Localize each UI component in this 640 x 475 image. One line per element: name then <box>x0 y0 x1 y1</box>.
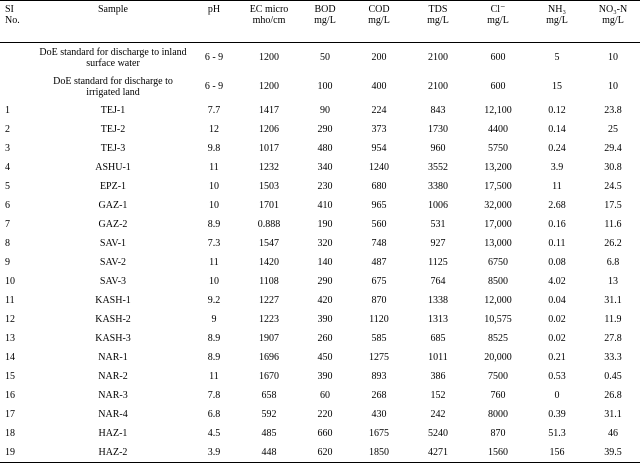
column-header-bod <box>300 1 350 43</box>
table-row <box>0 367 640 386</box>
table-cell: 585 <box>371 333 387 344</box>
column-header-line1: Sample <box>98 4 128 15</box>
sample-name: NAR-3 <box>98 390 128 401</box>
table-cell: 13,000 <box>484 238 512 249</box>
table-cell: 2100 <box>428 52 448 63</box>
table-cell: 33.3 <box>604 352 622 363</box>
table-cell: 20,000 <box>484 352 512 363</box>
row-number: 19 <box>0 443 36 463</box>
table-cell: 592 <box>261 409 277 420</box>
table-cell: 46 <box>608 428 618 439</box>
column-header-line1: COD <box>368 4 390 15</box>
table-cell: 25 <box>608 124 618 135</box>
table-row <box>0 177 640 196</box>
table-cell: 1011 <box>428 352 448 363</box>
row-number: 10 <box>5 276 15 287</box>
table-cell: 152 <box>430 390 446 401</box>
column-header-line1: NH₃ <box>548 4 566 15</box>
table-cell: 1417 <box>259 105 279 116</box>
row-number: 12 <box>5 314 15 325</box>
table-cell: 6 - 9 <box>204 52 224 63</box>
table-cell: 1696 <box>259 352 279 363</box>
row-number: 6 <box>5 200 10 211</box>
table-cell: 430 <box>371 409 387 420</box>
table-row <box>0 291 640 310</box>
table-cell: 6.8 <box>606 257 620 268</box>
table-cell: 748 <box>371 238 387 249</box>
column-header-sample <box>36 1 190 43</box>
row-number: 18 <box>5 428 15 439</box>
table-cell: 60 <box>320 390 330 401</box>
table-cell: 10 <box>209 200 219 211</box>
table-cell: 7500 <box>488 371 508 382</box>
table-cell: 870 <box>490 428 506 439</box>
table-cell: 11 <box>209 257 219 268</box>
table-cell: 764 <box>430 276 446 287</box>
table-row <box>0 101 640 120</box>
table-cell: 0.04 <box>548 295 566 306</box>
table-cell: 90 <box>320 105 330 116</box>
row-number: 7 <box>5 219 10 230</box>
column-header-line1: BOD <box>314 4 336 15</box>
table-cell: 320 <box>317 238 333 249</box>
table-cell: 620 <box>300 443 350 463</box>
table-row <box>0 139 640 158</box>
table-cell: 1275 <box>369 352 389 363</box>
table-cell: 10,575 <box>484 314 512 325</box>
sample-name: TEJ-3 <box>100 143 126 154</box>
table-cell: 5240 <box>428 428 448 439</box>
column-header-line1: TDS <box>428 4 448 15</box>
table-cell: 100 <box>317 81 333 92</box>
table-cell: 340 <box>317 162 333 173</box>
table-cell: 0.21 <box>548 352 566 363</box>
table-body <box>0 43 640 463</box>
table-cell: 390 <box>317 371 333 382</box>
column-header-line2: mg/L <box>546 15 568 26</box>
column-header-line2: mho/cm <box>252 15 286 26</box>
table-cell: 965 <box>371 200 387 211</box>
row-number: 8 <box>5 238 10 249</box>
sample-name: SAV-3 <box>99 276 127 287</box>
table-cell: 26.2 <box>604 238 622 249</box>
table-cell: 260 <box>317 333 333 344</box>
table-cell: 1232 <box>259 162 279 173</box>
table-cell: 17,000 <box>484 219 512 230</box>
table-cell: 1017 <box>259 143 279 154</box>
sample-name: SAV-1 <box>99 238 127 249</box>
table-cell: 1675 <box>369 428 389 439</box>
table-cell: 1907 <box>259 333 279 344</box>
table-cell: 4271 <box>408 443 468 463</box>
table-cell: 4400 <box>488 124 508 135</box>
table-cell: 9.2 <box>207 295 221 306</box>
table-cell: 660 <box>317 428 333 439</box>
column-header-cod <box>350 1 408 43</box>
row-number: 2 <box>5 124 10 135</box>
table-cell: 13,200 <box>484 162 512 173</box>
table-cell: 1338 <box>428 295 448 306</box>
row-number: 13 <box>5 333 15 344</box>
table-cell: 11.6 <box>604 219 622 230</box>
sample-name: KASH-3 <box>95 333 131 344</box>
table-cell: 448 <box>238 443 300 463</box>
table-cell: 954 <box>371 143 387 154</box>
table-row <box>0 158 640 177</box>
table-cell: 200 <box>371 52 387 63</box>
table-cell: 1200 <box>259 52 279 63</box>
table-cell: 30.8 <box>604 162 622 173</box>
table-cell: 1240 <box>369 162 389 173</box>
table-cell: 5 <box>554 52 560 63</box>
table-cell: 7.8 <box>207 390 221 401</box>
column-header-tds <box>408 1 468 43</box>
table-cell: 4.02 <box>548 276 566 287</box>
table-cell: 190 <box>317 219 333 230</box>
table-cell: 600 <box>490 52 506 63</box>
table-cell: 7.3 <box>207 238 221 249</box>
table-cell: 0.12 <box>548 105 566 116</box>
table-cell: 893 <box>371 371 387 382</box>
table-cell: 3.9 <box>190 443 238 463</box>
column-header-line1: EC micro <box>249 4 289 15</box>
table-cell: 230 <box>317 181 333 192</box>
table-cell: 4.5 <box>207 428 221 439</box>
table-cell: 0.39 <box>548 409 566 420</box>
table-cell: 480 <box>317 143 333 154</box>
table-cell: 1206 <box>259 124 279 135</box>
column-header-ec <box>238 1 300 43</box>
table-cell: 8.9 <box>207 219 221 230</box>
sample-name: NAR-2 <box>98 371 128 382</box>
table-cell: 31.1 <box>604 295 622 306</box>
column-header-line2: mg/L <box>487 15 509 26</box>
table-cell: 560 <box>371 219 387 230</box>
table-cell: 8500 <box>488 276 508 287</box>
table-cell: 386 <box>430 371 446 382</box>
row-number: 17 <box>5 409 15 420</box>
table-cell: 8000 <box>488 409 508 420</box>
table-cell: 1125 <box>428 257 448 268</box>
table-cell: 224 <box>371 105 387 116</box>
row-number: 5 <box>5 181 10 192</box>
row-number: 14 <box>5 352 15 363</box>
table-cell: 220 <box>317 409 333 420</box>
table-cell: 31.1 <box>604 409 622 420</box>
table-cell: 400 <box>371 81 387 92</box>
table-cell: 3380 <box>428 181 448 192</box>
table-cell: 5750 <box>488 143 508 154</box>
table-cell: 1108 <box>259 276 279 287</box>
table-cell: 1503 <box>259 181 279 192</box>
table-cell: 1547 <box>259 238 279 249</box>
table-cell: 485 <box>261 428 277 439</box>
table-cell: 0.02 <box>548 333 566 344</box>
table-cell: 24.5 <box>604 181 622 192</box>
table-cell: 2100 <box>428 81 448 92</box>
table-cell: 1120 <box>369 314 389 325</box>
table-cell: 390 <box>317 314 333 325</box>
table-cell: 6750 <box>488 257 508 268</box>
table-cell: 1730 <box>428 124 448 135</box>
row-number: 11 <box>5 295 15 306</box>
table-row <box>0 272 640 291</box>
table-cell: 8525 <box>488 333 508 344</box>
table-cell: 1006 <box>428 200 448 211</box>
row-number: 3 <box>5 143 10 154</box>
table-cell: 0.45 <box>604 371 622 382</box>
sample-name: TEJ-1 <box>100 105 126 116</box>
column-header-nitrate <box>586 1 640 43</box>
column-header-ph <box>190 1 238 43</box>
table-cell: 11.9 <box>604 314 622 325</box>
table-cell: 3552 <box>428 162 448 173</box>
table-cell: 0.11 <box>548 238 566 249</box>
table-cell: 11 <box>209 371 219 382</box>
table-row <box>0 253 640 272</box>
sample-name: NAR-1 <box>98 352 128 363</box>
table-cell: 10 <box>209 181 219 192</box>
table-cell: 11 <box>552 181 562 192</box>
row-number: 15 <box>5 371 15 382</box>
table-cell: 39.5 <box>586 443 640 463</box>
column-header-chloride <box>468 1 528 43</box>
table-cell: 29.4 <box>604 143 622 154</box>
sample-name: HAZ-2 <box>36 443 190 463</box>
standard-row <box>0 72 640 101</box>
table-cell: 8.9 <box>207 352 221 363</box>
table-row <box>0 348 640 367</box>
row-number: 16 <box>5 390 15 401</box>
table-cell: 15 <box>552 81 562 92</box>
table-cell: 410 <box>317 200 333 211</box>
table-cell: 843 <box>430 105 446 116</box>
table-cell: 0.16 <box>548 219 566 230</box>
row-number: 1 <box>5 105 10 116</box>
table-cell: 156 <box>528 443 586 463</box>
sample-name: TEJ-2 <box>100 124 126 135</box>
table-cell <box>0 43 36 73</box>
table-cell: 6 - 9 <box>204 81 224 92</box>
table-cell: 1850 <box>350 443 408 463</box>
column-header-line2: mg/L <box>314 15 336 26</box>
table-header <box>0 1 640 43</box>
table-row <box>0 405 640 424</box>
sample-name: GAZ-1 <box>98 200 128 211</box>
table-cell: 1313 <box>428 314 448 325</box>
table-cell: 960 <box>430 143 446 154</box>
table-cell: 290 <box>317 276 333 287</box>
table-row <box>0 234 640 253</box>
table-cell: 487 <box>371 257 387 268</box>
sample-name: KASH-2 <box>95 314 131 325</box>
table-cell: 32,000 <box>484 200 512 211</box>
row-number: 9 <box>5 257 10 268</box>
table-cell: 3.9 <box>550 162 564 173</box>
table-cell: 9 <box>211 314 217 325</box>
table-cell: 0.14 <box>548 124 566 135</box>
table-row <box>0 196 640 215</box>
table-row <box>0 120 640 139</box>
table-cell: 23.8 <box>604 105 622 116</box>
column-header-line2: mg/L <box>368 15 390 26</box>
table-cell <box>0 72 36 101</box>
table-cell: 675 <box>371 276 387 287</box>
table-cell: 450 <box>317 352 333 363</box>
table-cell: 0.08 <box>548 257 566 268</box>
table-cell: 2.68 <box>548 200 566 211</box>
table-cell: 290 <box>317 124 333 135</box>
column-header-line2: mg/L <box>427 15 449 26</box>
table-cell: 685 <box>430 333 446 344</box>
header-row <box>0 1 640 43</box>
table-cell: 140 <box>317 257 333 268</box>
table-cell: 51.3 <box>548 428 566 439</box>
standard-label: DoE standard for discharge to inland surface water <box>39 46 187 69</box>
sample-name: GAZ-2 <box>98 219 128 230</box>
table-cell: 7.7 <box>207 105 221 116</box>
table-row <box>0 329 640 348</box>
table-cell: 420 <box>317 295 333 306</box>
sample-name: NAR-4 <box>98 409 128 420</box>
table-cell: 1560 <box>468 443 528 463</box>
table-cell: 6.8 <box>207 409 221 420</box>
table-cell: 0 <box>554 390 560 401</box>
column-header-line1: NO₃-N <box>598 4 628 15</box>
table-cell: 12,100 <box>484 105 512 116</box>
table-cell: 0.02 <box>548 314 566 325</box>
table-row <box>0 386 640 405</box>
table-cell: 26.8 <box>604 390 622 401</box>
column-header-line2: No. <box>5 15 20 26</box>
table-cell: 600 <box>490 81 506 92</box>
table-cell: 531 <box>430 219 446 230</box>
row-number: 4 <box>5 162 10 173</box>
table-cell: 760 <box>490 390 506 401</box>
table-row <box>0 424 640 443</box>
table-cell: 12,000 <box>484 295 512 306</box>
table-cell: 8.9 <box>207 333 221 344</box>
table-cell: 13 <box>608 276 618 287</box>
table-cell: 0.888 <box>257 219 281 230</box>
table-row <box>0 443 640 463</box>
table-cell: 870 <box>371 295 387 306</box>
table-cell: 10 <box>209 276 219 287</box>
table-cell: 9.8 <box>207 143 221 154</box>
table-cell: 268 <box>371 390 387 401</box>
table-cell: 0.24 <box>548 143 566 154</box>
table-cell: 10 <box>608 52 618 63</box>
table-cell: 1227 <box>259 295 279 306</box>
table-cell: 50 <box>320 52 330 63</box>
table-cell: 1420 <box>259 257 279 268</box>
table-cell: 658 <box>261 390 277 401</box>
table-cell: 27.8 <box>604 333 622 344</box>
table-cell: 1200 <box>259 81 279 92</box>
table-cell: 1223 <box>259 314 279 325</box>
table-cell: 373 <box>371 124 387 135</box>
table-cell: 680 <box>371 181 387 192</box>
sample-name: SAV-2 <box>99 257 127 268</box>
sample-name: KASH-1 <box>95 295 131 306</box>
table-cell: 0.53 <box>548 371 566 382</box>
column-header-line1: SI <box>5 4 14 15</box>
standard-label: DoE standard for discharge to irrigated land <box>53 75 173 98</box>
sample-name: EPZ-1 <box>99 181 127 192</box>
table-cell: 17,500 <box>484 181 512 192</box>
table-cell: 1701 <box>259 200 279 211</box>
column-header-sl-no <box>0 1 36 43</box>
table-cell: 242 <box>430 409 446 420</box>
table-cell: 10 <box>608 81 618 92</box>
column-header-line1: pH <box>207 4 221 15</box>
column-header-ammonia <box>528 1 586 43</box>
column-header-line2: mg/L <box>602 15 624 26</box>
sample-name: ASHU-1 <box>95 162 131 173</box>
table-row <box>0 310 640 329</box>
column-header-line1: Cl⁻ <box>490 4 506 15</box>
table-cell: 17.5 <box>604 200 622 211</box>
table-cell: 1670 <box>259 371 279 382</box>
table-row <box>0 215 640 234</box>
sample-name: HAZ-1 <box>98 428 128 439</box>
table-cell: 927 <box>430 238 446 249</box>
standard-row <box>0 43 640 73</box>
table-cell: 12 <box>209 124 219 135</box>
table-cell: 11 <box>209 162 219 173</box>
